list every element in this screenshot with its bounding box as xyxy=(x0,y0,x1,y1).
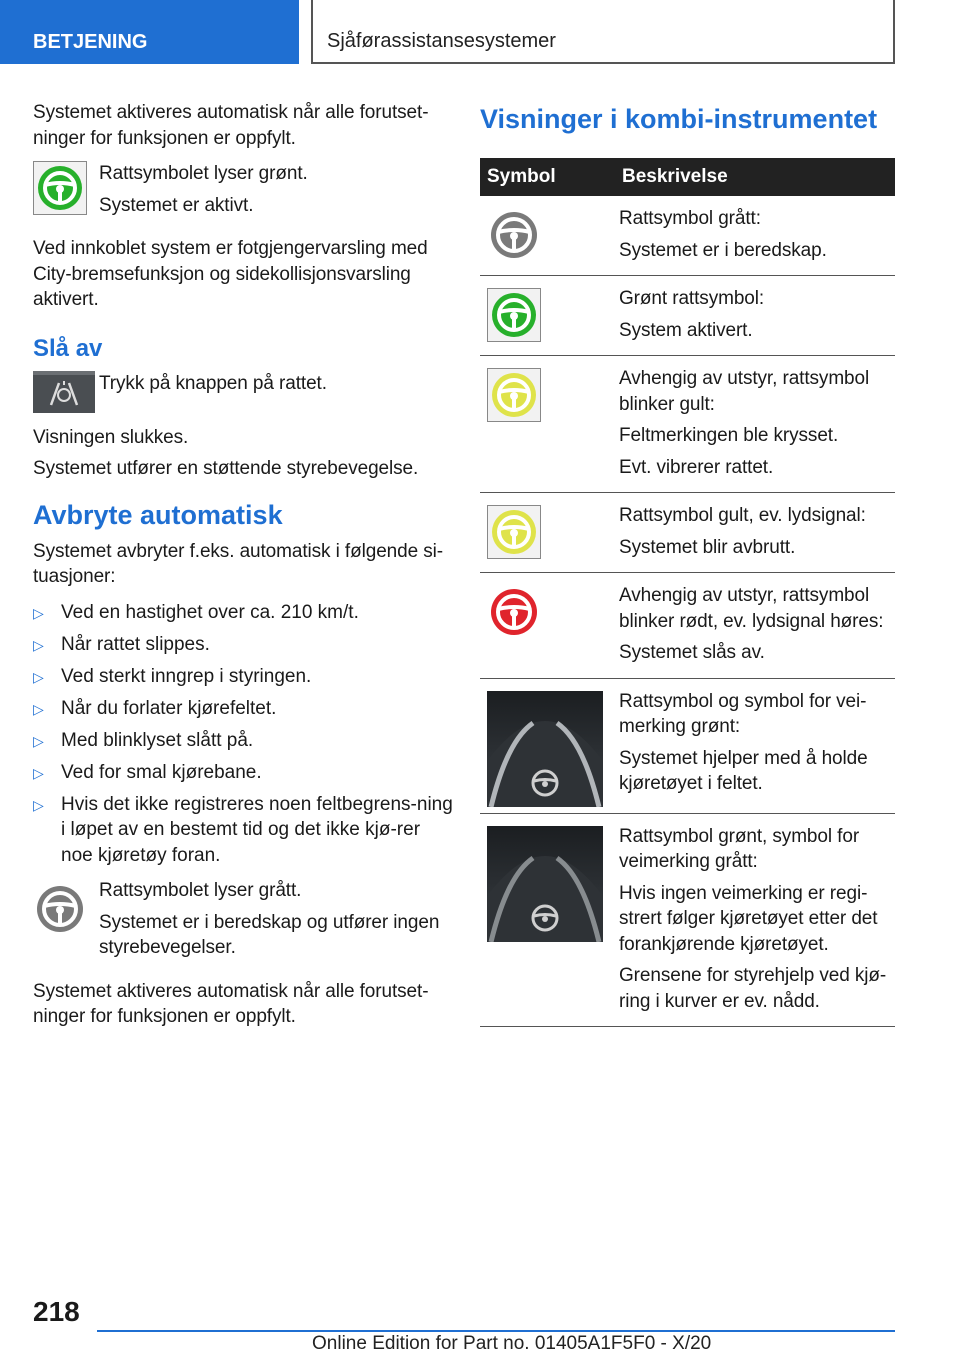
footer-divider xyxy=(97,1330,895,1332)
button-instruction-text: Trykk på knappen på rattet. xyxy=(99,372,327,394)
column-header-symbol: Symbol xyxy=(480,158,611,196)
list-item: ▷ Ved en hastighet over ca. 210 km/t. xyxy=(33,600,453,626)
description-line: Rattsymbol og symbol for vei-merking grønt: xyxy=(619,690,867,737)
chapter-title: Sjåførassistansesystemer xyxy=(311,0,895,64)
description-line: Evt. vibrerer rattet. xyxy=(619,456,774,478)
paragraph: Systemet utfører en støttende styrebevegelse. xyxy=(33,458,419,479)
description-line: Systemet hjelper med å holde kjøretøyet i feltet. xyxy=(619,747,868,794)
steering-wheel-green-icon xyxy=(33,161,95,215)
description-line: Grensene for styrehjelp ved kjø-ring i kurver er ev. nådd. xyxy=(619,965,887,1012)
list-item: ▷ Når rattet slippes. xyxy=(33,632,453,658)
paragraph: Systemet aktiveres automatisk når alle forutset-ninger for funksjonen er oppfylt. xyxy=(33,102,429,149)
bullet-list xyxy=(33,600,453,869)
table-row xyxy=(480,813,895,1027)
steering-wheel-yellow-icon xyxy=(487,503,611,559)
description-line: System aktivert. xyxy=(619,319,753,341)
triangle-bullet-icon: ▷ xyxy=(33,764,44,781)
edition-note: Online Edition for Part no. 01405A1F5F0 - X/20 xyxy=(312,1333,712,1354)
list-item: ▷ Ved sterkt inngrep i styringen. xyxy=(33,664,453,690)
paragraph: Visningen slukkes. xyxy=(33,426,189,448)
triangle-bullet-icon: ▷ xyxy=(33,796,44,813)
steering-wheel-red-icon xyxy=(487,583,611,639)
button-instruction xyxy=(33,371,453,413)
steering-wheel-yellow-icon xyxy=(487,366,611,422)
table-header-row xyxy=(480,158,895,196)
table-row xyxy=(480,196,895,276)
symbol-table xyxy=(480,158,895,1027)
table-row xyxy=(480,573,895,679)
list-item: ▷ Med blinklyset slått på. xyxy=(33,728,453,754)
column-header-description: Beskrivelse xyxy=(611,158,895,196)
description-line: Systemet slås av. xyxy=(619,642,765,663)
description-line: Rattsymbol grønt, symbol for veimerking grått: xyxy=(619,825,860,872)
lane-assist-button-icon xyxy=(33,371,95,413)
lane-display-green-icon xyxy=(487,689,611,807)
triangle-bullet-icon: ▷ xyxy=(33,604,44,621)
description-line: Systemet er i beredskap. xyxy=(619,239,827,261)
steering-wheel-green-icon xyxy=(487,286,611,342)
triangle-bullet-icon: ▷ xyxy=(33,732,44,749)
list-item: ▷ Når du forlater kjørefeltet. xyxy=(33,696,453,722)
icon-note-line: Rattsymbolet lyser grått. xyxy=(99,880,302,901)
icon-note-grey xyxy=(33,878,453,967)
description-line: Avhengig av utstyr, rattsymbol blinker rødt, ev. lydsignal høres: xyxy=(619,585,884,632)
subheading-sla-av: Slå av xyxy=(33,334,103,362)
description-line: Hvis ingen veimerking er regi-strert følger kjøretøyet etter det forankjørende kjøretøyet. xyxy=(619,882,878,955)
paragraph: Systemet aktiveres automatisk når alle forutset-ninger for funksjonen er oppfylt. xyxy=(33,980,429,1027)
description-line: Rattsymbol gult, ev. lydsignal: xyxy=(619,505,866,526)
description-line: Grønt rattsymbol: xyxy=(619,288,765,309)
icon-note-green xyxy=(33,161,453,224)
list-item: ▷ Ved for smal kjørebane. xyxy=(33,760,453,786)
page-number: 218 xyxy=(33,1296,80,1327)
right-column xyxy=(480,100,895,1027)
steering-wheel-grey-icon xyxy=(487,206,611,262)
triangle-bullet-icon: ▷ xyxy=(33,700,44,717)
list-item: ▷ Hvis det ikke registreres noen feltbegrens-ning i løpet av en bestemt tid og det ikke kjø-rer noe kjøretøy foran. xyxy=(33,793,453,866)
description-line: Rattsymbol grått: xyxy=(619,208,761,229)
paragraph: Systemet avbryter f.eks. automatisk i følgende si-tuasjoner: xyxy=(33,540,443,587)
section-title: Visninger i kombi-instrumentet xyxy=(480,104,878,134)
description-line: Feltmerkingen ble krysset. xyxy=(619,425,839,446)
table-row xyxy=(480,356,895,493)
section-tab: BETJENING xyxy=(0,0,299,64)
triangle-bullet-icon: ▷ xyxy=(33,636,44,653)
description-line: Avhengig av utstyr, rattsymbol blinker gult: xyxy=(619,368,870,415)
icon-note-line: Rattsymbolet lyser grønt. xyxy=(99,163,308,184)
table-row xyxy=(480,493,895,573)
left-column xyxy=(33,100,453,1040)
triangle-bullet-icon: ▷ xyxy=(33,668,44,685)
paragraph: Ved innkoblet system er fotgjengervarsling med City-bremsefunksjon og sidekollisjonsvarsling aktivert. xyxy=(33,238,428,310)
lane-display-grey-icon xyxy=(487,824,611,942)
table-row xyxy=(480,276,895,356)
description-line: Systemet blir avbrutt. xyxy=(619,536,796,558)
steering-wheel-grey-icon xyxy=(33,878,95,936)
icon-note-line: Systemet er i beredskap og utfører ingen styrebevegelser. xyxy=(99,911,440,958)
heading-avbryte: Avbryte automatisk xyxy=(33,499,283,530)
table-row xyxy=(480,678,895,813)
icon-note-line: Systemet er aktivt. xyxy=(99,194,254,216)
